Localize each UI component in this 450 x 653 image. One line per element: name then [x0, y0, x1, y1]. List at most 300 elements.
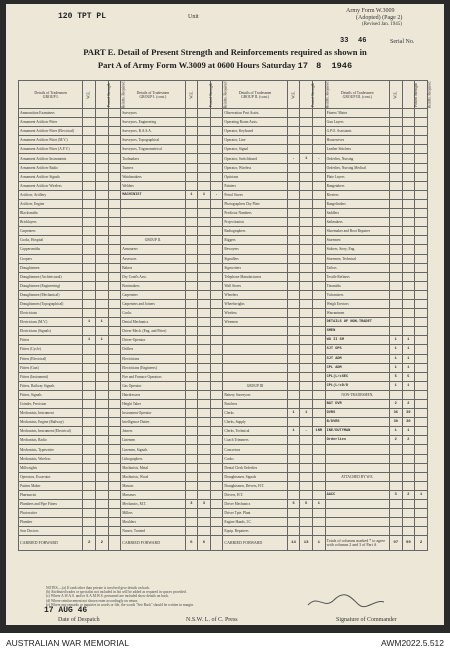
- posted-value: [198, 400, 211, 409]
- table-row: [19, 336, 428, 345]
- trade-name: Saddlers: [325, 209, 389, 218]
- we-value: [287, 381, 300, 390]
- posted-value: [95, 463, 108, 472]
- posted-value: [95, 145, 108, 154]
- posted-value: 39: [402, 409, 415, 418]
- reinforcement-value: [210, 172, 223, 181]
- we-value: [83, 127, 96, 136]
- posted-value: [300, 145, 313, 154]
- we-value: [83, 154, 96, 163]
- posted-value: [402, 390, 415, 399]
- we-value: [389, 481, 402, 490]
- reinforcement-value: [415, 290, 428, 299]
- reinforcement-value: [312, 281, 325, 290]
- we-value: [389, 145, 402, 154]
- trade-name: Masons: [121, 481, 185, 490]
- trade-name: Signallers: [223, 254, 287, 263]
- table-row: [19, 127, 428, 136]
- trade-name: Armament Artificer Fitter (A.F.V.): [19, 145, 83, 154]
- carried-forward-rr: 2: [415, 536, 428, 551]
- table-row: [19, 245, 428, 254]
- posted-value: [95, 418, 108, 427]
- trade-name: Armament Artificer Fitter (M.V.): [19, 136, 83, 145]
- posted-value: [198, 218, 211, 227]
- reinforcement-value: [415, 509, 428, 518]
- note-line: (b) Attributed trades or specialist not included in list will be added as required in spaces provided.: [46, 590, 187, 595]
- trade-name: DETAILS OF NON-TRADET: [325, 318, 389, 327]
- we-value: [83, 500, 96, 509]
- posted-value: [402, 481, 415, 490]
- reinforcement-value: [415, 145, 428, 154]
- we-value: [83, 345, 96, 354]
- we-value: [287, 336, 300, 345]
- trade-name: Coppersmiths: [19, 245, 83, 254]
- posted-value: [95, 400, 108, 409]
- we-value: [389, 172, 402, 181]
- carried-forward-ps: 99: [402, 536, 415, 551]
- trade-name: Coach Trimmers: [223, 436, 287, 445]
- reinforcement-value: [210, 418, 223, 427]
- trade-name: Coopers: [19, 254, 83, 263]
- trade-name: Wireless: [223, 309, 287, 318]
- we-value: [389, 454, 402, 463]
- column-header-label: Reinfts. Required: [120, 81, 125, 108]
- carried-forward-label: CARRIED FORWARD: [121, 536, 185, 551]
- reinforcement-value: [415, 381, 428, 390]
- reinforcement-value: [415, 372, 428, 381]
- we-value: [83, 363, 96, 372]
- trade-name: Clerks: [223, 409, 287, 418]
- posted-value: [198, 490, 211, 499]
- we-value: [83, 281, 96, 290]
- posted-value: [402, 190, 415, 199]
- trade-name: SJT ADM: [325, 354, 389, 363]
- reinforcement-value: [415, 109, 428, 118]
- trade-name: Bakers: [121, 263, 185, 272]
- we-value: [185, 109, 198, 118]
- table-row: [19, 381, 428, 390]
- caption-left: AUSTRALIAN WAR MEMORIAL: [6, 638, 129, 648]
- trade-name: Blacksmiths: [19, 209, 83, 218]
- we-value: [83, 354, 96, 363]
- posted-value: [300, 254, 313, 263]
- reinforcement-value: [415, 245, 428, 254]
- posted-value: [198, 481, 211, 490]
- reinforcement-value: [108, 281, 121, 290]
- trade-name: Surveyors, Engineering: [121, 118, 185, 127]
- reinforcement-value: [312, 236, 325, 245]
- note-line: NOTES.—(a) If rank other than private is involved give details on back.: [46, 586, 151, 590]
- trade-name: Moulders: [121, 518, 185, 527]
- reinforcement-value: [312, 518, 325, 527]
- trade-name: Cooks, Hospital: [19, 236, 83, 245]
- trade-name: [121, 209, 185, 218]
- reinforcement-value: [210, 345, 223, 354]
- reinforcement-value: [312, 290, 325, 299]
- we-value: [389, 327, 402, 336]
- reinforcement-value: [108, 500, 121, 509]
- we-value: [287, 490, 300, 499]
- posted-value: [300, 390, 313, 399]
- posted-value: [402, 154, 415, 163]
- posted-value: [95, 281, 108, 290]
- reinforcement-value: [415, 500, 428, 509]
- reinforcement-value: [210, 454, 223, 463]
- trade-name: Machinists, Metal: [121, 463, 185, 472]
- we-value: [287, 518, 300, 527]
- trade-name: Vulcanisers: [325, 290, 389, 299]
- reinforcement-value: [415, 527, 428, 536]
- posted-value: [300, 163, 313, 172]
- we-value: [185, 163, 198, 172]
- reinforcement-value: [312, 163, 325, 172]
- report-month: 8: [316, 61, 322, 71]
- we-value: [389, 500, 402, 509]
- trade-name: Armament Artificer Signals: [19, 172, 83, 181]
- posted-value: [402, 227, 415, 236]
- posted-value: [198, 327, 211, 336]
- posted-value: [95, 172, 108, 181]
- we-value: [83, 299, 96, 308]
- reinforcement-value: [415, 327, 428, 336]
- reinforcement-value: [415, 518, 428, 527]
- posted-value: [402, 500, 415, 509]
- trade-name: Fitters (Cycle): [19, 345, 83, 354]
- trade-name: [223, 336, 287, 345]
- reinforcement-value: [312, 299, 325, 308]
- trade-name: Turners: [121, 163, 185, 172]
- group-header: [325, 81, 389, 109]
- table-row: [19, 209, 428, 218]
- trade-name: Tinsmiths: [325, 281, 389, 290]
- serial-value: 33: [340, 37, 349, 45]
- we-value: [287, 136, 300, 145]
- trade-name: Draughtsmen (Engineering): [19, 281, 83, 290]
- trade-name: Housewives: [325, 136, 389, 145]
- posted-value: [198, 318, 211, 327]
- reinforcement-value: 1: [312, 500, 325, 509]
- table-row: [19, 345, 428, 354]
- we-value: [185, 481, 198, 490]
- detail-col-label: Details of Tradesmen: [341, 90, 374, 95]
- we-value: [287, 218, 300, 227]
- reinforcement-value: [210, 236, 223, 245]
- trade-name: Mechanists, Typewriter: [19, 445, 83, 454]
- we-value: [185, 272, 198, 281]
- posted-value: [198, 409, 211, 418]
- detail-col-label: Details of Tradesmen: [136, 90, 170, 95]
- posted-value: [198, 209, 211, 218]
- posted-value: 3: [198, 500, 211, 509]
- carried-forward-ps: 13: [300, 536, 313, 551]
- trade-name: Masseurs: [121, 490, 185, 499]
- we-value: [83, 409, 96, 418]
- posted-value: [402, 145, 415, 154]
- posted-value: [402, 181, 415, 190]
- we-value: [389, 318, 402, 327]
- posted-value: [300, 109, 313, 118]
- trade-name: Shoemaker and Boot Repairer: [325, 227, 389, 236]
- trade-name: Mechanists, Wireless: [19, 454, 83, 463]
- reinforcement-value: [312, 381, 325, 390]
- reinforcement-value: [312, 327, 325, 336]
- column-header-label: Reinfts. Required: [427, 81, 432, 108]
- trade-name: Dental Mechanics: [121, 318, 185, 327]
- commander-signature: [306, 590, 386, 612]
- posted-value: [300, 263, 313, 272]
- we-value: [389, 236, 402, 245]
- carried-forward-label: CARRIED FORWARD: [223, 536, 287, 551]
- reinforcement-value: [108, 372, 121, 381]
- we-value: [185, 490, 198, 499]
- table-row: [19, 418, 428, 427]
- trade-name: Carpenters: [121, 290, 185, 299]
- reinforcement-value: [312, 354, 325, 363]
- reinforcement-value: [108, 490, 121, 499]
- carried-forward-label: CARRIED FORWARD: [19, 536, 83, 551]
- posted-value: [300, 527, 313, 536]
- posted-value: [300, 381, 313, 390]
- we-value: [389, 254, 402, 263]
- trade-name: Driver Mech. (Eng. and Fitter): [121, 327, 185, 336]
- reinforcement-value: [312, 418, 325, 427]
- posted-value: [95, 136, 108, 145]
- trade-name: [223, 327, 287, 336]
- we-value: [287, 363, 300, 372]
- we-value: [185, 409, 198, 418]
- posted-value: [198, 154, 211, 163]
- table-row: [19, 163, 428, 172]
- reinforcement-value: [108, 299, 121, 308]
- table-row: [19, 154, 428, 163]
- reinforcement-value: [108, 272, 121, 281]
- table-row: [19, 118, 428, 127]
- we-value: [185, 372, 198, 381]
- reinforcement-value: [312, 245, 325, 254]
- posted-value: 1: [402, 381, 415, 390]
- table-row: [19, 427, 428, 436]
- column-header-label: W.E.: [291, 90, 296, 99]
- posted-value: [402, 245, 415, 254]
- reinforcement-value: [312, 409, 325, 418]
- we-value: [83, 481, 96, 490]
- posted-value: [198, 199, 211, 208]
- posted-value: [300, 118, 313, 127]
- reinforcement-value: [415, 254, 428, 263]
- reinforcement-value: [108, 199, 121, 208]
- table-row: [19, 490, 428, 499]
- reinforcement-value: [210, 245, 223, 254]
- posted-value: [198, 463, 211, 472]
- reinforcement-value: [312, 372, 325, 381]
- group-label: GROUP I.: [42, 94, 59, 99]
- column-header-label: W.E.: [189, 90, 194, 99]
- trade-name: [325, 518, 389, 527]
- reinforcement-value: [415, 445, 428, 454]
- trade-name: Sailmakers: [325, 218, 389, 227]
- reinforcement-value: [415, 218, 428, 227]
- trade-name: Millwrights: [19, 463, 83, 472]
- reinforcement-value: [210, 472, 223, 481]
- trade-name: Photographers Dry Plate: [223, 199, 287, 208]
- trade-name: Rewoyers: [223, 245, 287, 254]
- posted-value: [198, 181, 211, 190]
- trade-name: Orderlies, Nursing Medical: [325, 163, 389, 172]
- reinforcement-value: [108, 445, 121, 454]
- posted-value: [300, 454, 313, 463]
- reinforcement-value: [415, 263, 428, 272]
- reinforcement-value: [312, 481, 325, 490]
- posted-value: [402, 309, 415, 318]
- column-header-label: W.E.: [87, 90, 92, 99]
- posted-value: [198, 172, 211, 181]
- posted-value: 1: [402, 336, 415, 345]
- we-value: [287, 263, 300, 272]
- reinforcement-value: [108, 254, 121, 263]
- trade-name: Instrument Operator: [121, 409, 185, 418]
- trade-name: CPL(L/cD/D: [325, 381, 389, 390]
- trade-name: Painters: [223, 181, 287, 190]
- we-value: [287, 527, 300, 536]
- reinforcement-value: [108, 481, 121, 490]
- reinforcement-value: [210, 527, 223, 536]
- table-row: [19, 372, 428, 381]
- trade-name: Draughtsmen (Topographical): [19, 299, 83, 308]
- column-header: [95, 81, 111, 109]
- table-row: [19, 527, 428, 536]
- trade-name: Armament Artificer Fitter (Electrical): [19, 127, 83, 136]
- we-value: 3: [185, 500, 198, 509]
- posted-value: [95, 500, 108, 509]
- we-value: [83, 518, 96, 527]
- we-value: [83, 509, 96, 518]
- reinforcement-value: [108, 190, 121, 199]
- reinforcement-value: [312, 363, 325, 372]
- we-value: 30: [389, 418, 402, 427]
- trade-name: Wheelers: [223, 290, 287, 299]
- table-row: [19, 463, 428, 472]
- we-value: [83, 527, 96, 536]
- reinforcement-value: [108, 436, 121, 445]
- carried-forward-ps: 2: [95, 536, 108, 551]
- trade-name: Mechanists, Engine (Railway): [19, 418, 83, 427]
- we-value: [287, 472, 300, 481]
- reinforcement-value: [108, 218, 121, 227]
- trade-name: Linemen: [121, 436, 185, 445]
- reinforcement-value: [210, 363, 223, 372]
- table-row: [19, 436, 428, 445]
- posted-value: [198, 245, 211, 254]
- we-value: [185, 463, 198, 472]
- table-row: [19, 136, 428, 145]
- trade-name: Watchmakers: [121, 172, 185, 181]
- trade-name: Ammunition Examiners: [19, 109, 83, 118]
- reinforcement-value: [312, 199, 325, 208]
- reinforcement-value: [210, 290, 223, 299]
- trade-name: Fitters, Railway Signals: [19, 381, 83, 390]
- trade-name: Fitters (Instrument): [19, 372, 83, 381]
- posted-value: [95, 163, 108, 172]
- trade-name: CPL(L/cSEC: [325, 372, 389, 381]
- posted-value: [198, 527, 211, 536]
- trade-name: GROUP III: [223, 381, 287, 390]
- form-sheet: [6, 4, 444, 625]
- we-value: [185, 390, 198, 399]
- we-value: 1: [389, 354, 402, 363]
- trade-name: Pattern Maker: [19, 481, 83, 490]
- reinforcement-value: [415, 354, 428, 363]
- posted-value: [402, 445, 415, 454]
- we-value: [83, 245, 96, 254]
- we-value: [185, 318, 198, 327]
- reinforcement-value: [108, 163, 121, 172]
- posted-value: [95, 245, 108, 254]
- printer-imprint: N.S.W. L. of C. Press: [186, 617, 238, 623]
- we-value: [287, 254, 300, 263]
- posted-value: [402, 163, 415, 172]
- posted-value: [300, 490, 313, 499]
- trade-name: Carpenters and Joiners: [121, 299, 185, 308]
- trade-name: Assessors: [121, 254, 185, 263]
- posted-value: [402, 472, 415, 481]
- we-value: [287, 299, 300, 308]
- group-header: [121, 81, 185, 109]
- posted-value: [95, 527, 108, 536]
- we-value: [287, 400, 300, 409]
- posted-value: [95, 272, 108, 281]
- column-header-label: Posted Strength: [311, 82, 316, 107]
- reinforcement-value: [415, 427, 428, 436]
- table-row: [19, 290, 428, 299]
- trade-name: MACHINIST: [121, 190, 185, 199]
- posted-value: [95, 227, 108, 236]
- reinforcement-value: [108, 336, 121, 345]
- we-value: [287, 281, 300, 290]
- trade-name: Wiremen: [223, 318, 287, 327]
- posted-value: [402, 290, 415, 299]
- posted-value: [402, 509, 415, 518]
- we-value: [389, 272, 402, 281]
- reinforcement-value: [312, 527, 325, 536]
- we-value: [389, 218, 402, 227]
- trade-name: Warrantmen: [325, 309, 389, 318]
- trade-name: Lithographers: [121, 454, 185, 463]
- trade-name: Operator, Switchboard: [223, 154, 287, 163]
- reinforcement-value: [415, 454, 428, 463]
- reinforcement-value: [415, 309, 428, 318]
- table-row: [19, 481, 428, 490]
- posted-value: [300, 518, 313, 527]
- posted-value: [402, 281, 415, 290]
- reinforcement-value: [210, 463, 223, 472]
- reinforcement-value: [108, 127, 121, 136]
- we-value: [185, 527, 198, 536]
- reinforcement-value: [108, 454, 121, 463]
- we-value: [83, 400, 96, 409]
- trade-name: Electricians (Engineers): [121, 363, 185, 372]
- trade-name: Artificer, Engine: [19, 199, 83, 208]
- we-value: [389, 463, 402, 472]
- trade-name: SJT OPS: [325, 345, 389, 354]
- trade-name: Draughtsmen, Signals: [223, 472, 287, 481]
- reinforcement-value: [210, 272, 223, 281]
- posted-value: [198, 445, 211, 454]
- posted-value: [95, 345, 108, 354]
- trade-name: Gas Operator: [121, 381, 185, 390]
- posted-value: [300, 309, 313, 318]
- trade-name: Cooks: [223, 454, 287, 463]
- posted-value: [198, 509, 211, 518]
